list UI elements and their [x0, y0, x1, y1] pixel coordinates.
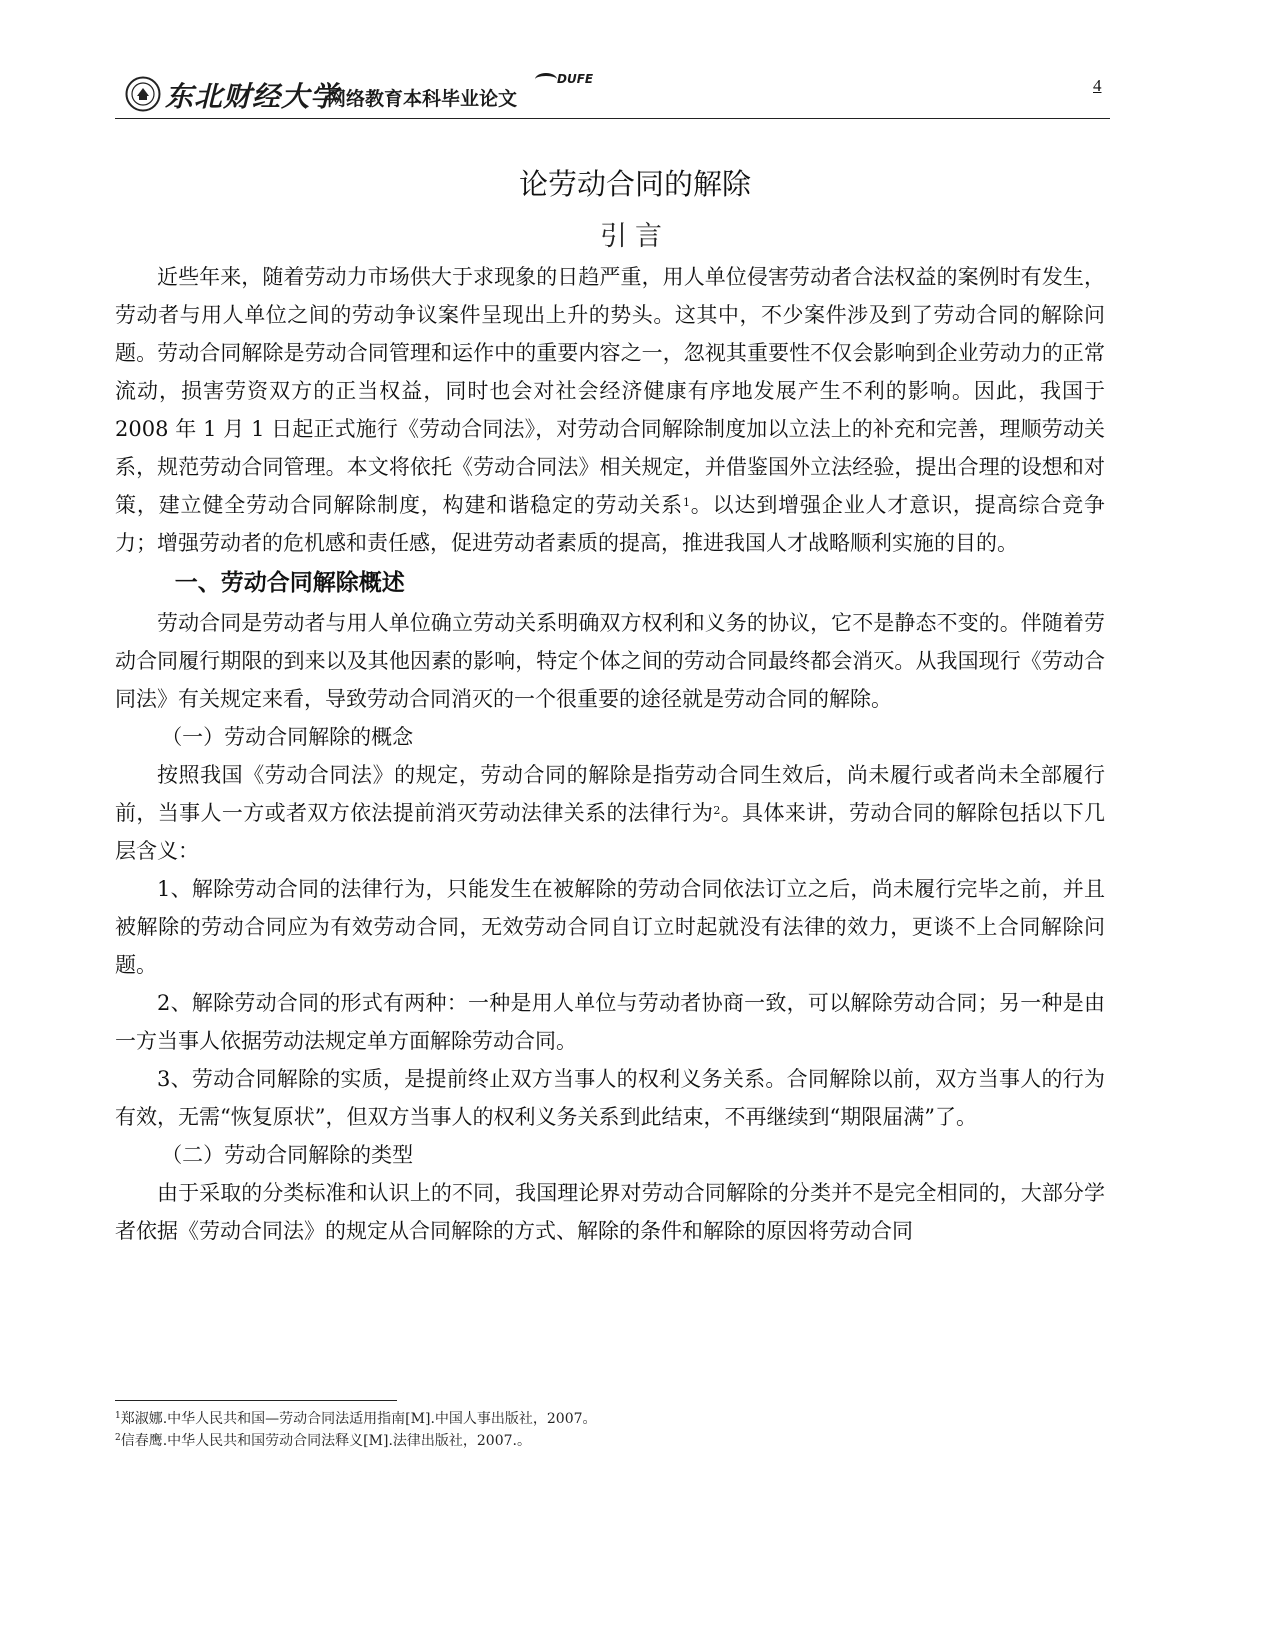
paper-title: 论劳动合同的解除	[518, 167, 751, 201]
document-body	[115, 258, 1105, 1250]
footnote-ref-1[interactable]: 1	[682, 496, 690, 509]
list-item-1: 1、解除劳动合同的法律行为，只能发生在被解除的劳动合同依法订立之后，尚未履行完毕之前，并且被解除的劳动合同应为有效劳动合同，无效劳动合同自订立时起就没有法律的效力，更谈不上合同解除问题。	[115, 877, 1105, 977]
header-divider	[115, 118, 1110, 119]
concept-paragraph: 按照我国《劳动合同法》的规定，劳动合同的解除是指劳动合同生效后，尚未履行或者尚未全部履行前，当事人一方或者双方依法提前消灭劳动法律关系的法律行为$^2$。具体来讲，劳动合同的解除包括以下几层含义：	[115, 763, 1106, 863]
section-heading-1: 一、劳动合同解除概述	[174, 570, 405, 596]
dufe-logo	[535, 72, 593, 86]
university-seal-icon	[125, 76, 161, 112]
footnote-divider	[115, 1400, 397, 1401]
subsection-heading-concept: （一）劳动合同解除的概念	[161, 725, 414, 749]
list-item-2: 2、解除劳动合同的形式有两种：一种是用人单位与劳动者协商一致，可以解除劳动合同；另一种是由一方当事人依据劳动法规定单方面解除劳动合同。	[115, 991, 1105, 1053]
page-header	[115, 66, 1105, 118]
logo-text: DUFE	[557, 72, 594, 86]
page-number: 4	[1093, 76, 1102, 95]
list-item-3: 3、劳动合同解除的实质，是提前终止双方当事人的权利义务关系。合同解除以前，双方当事人的行为有效，无需“恢复原状”，但双方当事人的权利义务关系到此结束，不再继续到“期限届满”了。	[115, 1067, 1105, 1129]
footnotes	[115, 1408, 1105, 1452]
header-subtitle: 网络教育本科毕业论文	[327, 88, 518, 110]
header-school-name: 东北财经大学	[165, 80, 340, 113]
intro-paragraph: 近些年来，随着劳动力市场供大于求现象的日趋严重，用人单位侵害劳动者合法权益的案例时有发生，劳动者与用人单位之间的劳动争议案件呈现出上升的势头。这其中，不少案件涉及到了劳动合同的解除问题。劳动合同解除是劳动合同管理和运作中的重要内容之一，忽视其重要性不仅会影响到企业劳动力的正常流动，损害劳资双方的正当权益，同时也会对社会经济健康有序地发展产生不利的影响。因此，我国于 2008 年 1 月 1 日起正式施行《劳动合同法》，对劳动合同解除制度加以立法上的补充和完善，理顺劳动关系，规范劳动合同管理。本文将依托《劳动合同法》相关规定，并借鉴国外立法经验，提出合理的设想和对策，建立健全劳动合同解除制度，构建和谐稳定的劳动关系$^1$。以达到增强企业人才意识，提高综合竞争力；增强劳动者的危机感和责任感，促进劳动者素质的提高，推进我国人才战略顺利实施的目的。	[115, 265, 1105, 555]
subsection-heading-types: （二）劳动合同解除的类型	[161, 1143, 414, 1167]
logo-swoosh-icon	[535, 73, 557, 86]
footnote-ref-2[interactable]: 2	[713, 804, 721, 817]
footnote-1: $^1$郑淑娜.中华人民共和国—劳动合同法适用指南[M].中国人事出版社，2007。	[115, 1411, 597, 1427]
types-paragraph: 由于采取的分类标准和认识上的不同，我国理论界对劳动合同解除的分类并不是完全相同的，大部分学者依据《劳动合同法》的规定从合同解除的方式、解除的条件和解除的原因将劳动合同	[115, 1181, 1105, 1243]
overview-paragraph: 劳动合同是劳动者与用人单位确立劳动关系明确双方权利和义务的协议，它不是静态不变的。伴随着劳动合同履行期限的到来以及其他因素的影响，特定个体之间的劳动合同最终都会消灭。从我国现行《劳动合同法》有关规定来看，导致劳动合同消灭的一个很重要的途径就是劳动合同的解除。	[115, 611, 1105, 711]
section-introduction-heading: 引言	[600, 221, 670, 252]
footnote-2: $^2$信春鹰.中华人民共和国劳动合同法释义[M].法律出版社，2007.。	[115, 1433, 531, 1449]
